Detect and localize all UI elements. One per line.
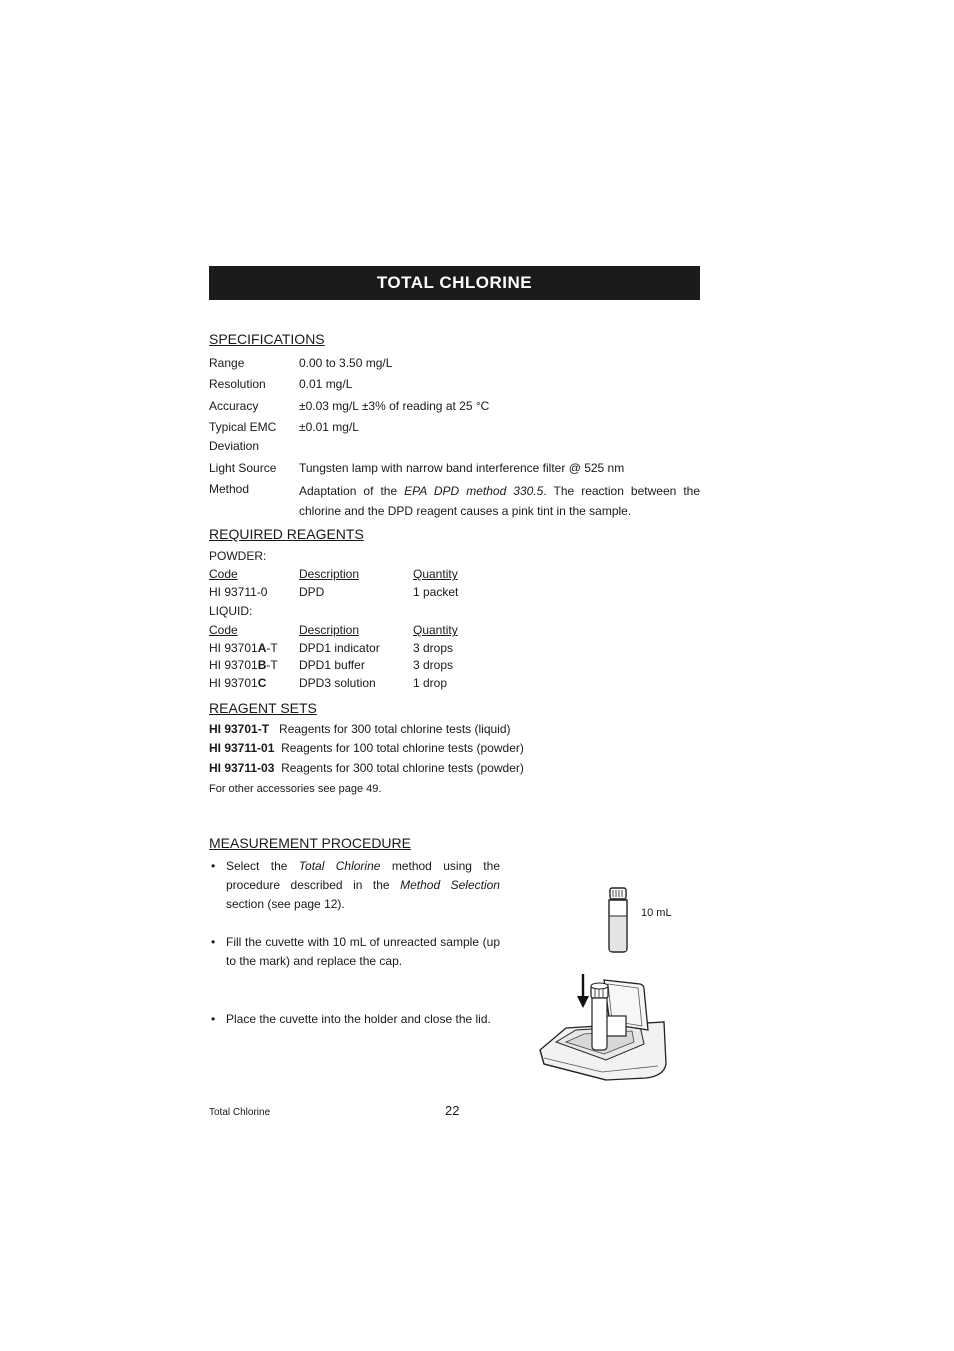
liquid-row-quantity: 3 drops — [413, 658, 454, 672]
powder-col-description: Description — [299, 567, 360, 581]
spec-emc-label: Typical EMC — [209, 420, 277, 434]
cuvette-illustration — [600, 886, 636, 954]
reagent-sets-heading: REAGENT SETS — [209, 700, 317, 716]
meter-illustration — [536, 968, 670, 1084]
spec-method-value: Adaptation of the EPA DPD method 330.5. The reaction between the chlorine and the DPD reagent causes a pink tint in the sample. — [299, 484, 701, 518]
page-number: 22 — [445, 1103, 460, 1118]
liquid-row-code: HI 93701C — [209, 676, 267, 690]
reagent-set-row: HI 93711-03 Reagents for 300 total chlorine tests (powder) — [209, 761, 524, 775]
spec-method-label: Method — [209, 482, 250, 496]
liquid-row-description: DPD3 solution — [299, 676, 376, 690]
reagent-set-row: HI 93711-01 Reagents for 100 total chlorine tests (powder) — [209, 741, 524, 755]
page-title: TOTAL CHLORINE — [209, 266, 700, 300]
liquid-row-code: HI 93701B-T — [209, 658, 278, 672]
bullet: • — [211, 1012, 216, 1026]
procedure-step-2: Fill the cuvette with 10 mL of unreacted sample (up to the mark) and replace the cap. — [226, 935, 500, 968]
required-reagents-heading: REQUIRED REAGENTS — [209, 526, 364, 542]
spec-accuracy-value: ±0.03 mg/L ±3% of reading at 25 °C — [299, 399, 490, 413]
powder-col-quantity: Quantity — [413, 567, 458, 581]
measurement-procedure-heading: MEASUREMENT PROCEDURE — [209, 835, 411, 851]
specifications-heading: SPECIFICATIONS — [209, 331, 325, 347]
liquid-row-quantity: 1 drop — [413, 676, 448, 690]
spec-emc-label-2: Deviation — [209, 439, 260, 453]
powder-col-code: Code — [209, 567, 238, 581]
spec-range-label: Range — [209, 356, 245, 370]
liquid-row-code: HI 93701A-T — [209, 641, 278, 655]
reagent-set-row: HI 93701-T Reagents for 300 total chlorine tests (liquid) — [209, 722, 511, 736]
spec-resolution-label: Resolution — [209, 377, 266, 391]
procedure-step-3: Place the cuvette into the holder and close the lid. — [226, 1012, 491, 1026]
powder-row-code: HI 93711-0 — [209, 585, 268, 599]
spec-accuracy-label: Accuracy — [209, 399, 259, 413]
liquid-row-description: DPD1 indicator — [299, 641, 380, 655]
powder-label: POWDER: — [209, 549, 267, 563]
spec-emc-value: ±0.01 mg/L — [299, 420, 359, 434]
spec-light-label: Light Source — [209, 461, 277, 475]
spec-resolution-value: 0.01 mg/L — [299, 377, 353, 391]
powder-row-description: DPD — [299, 585, 325, 599]
accessories-note: For other accessories see page 49. — [209, 783, 382, 795]
vial-volume-label: 10 mL — [641, 907, 672, 919]
bullet: • — [211, 859, 216, 873]
liquid-col-code: Code — [209, 623, 238, 637]
bullet: • — [211, 935, 216, 949]
spec-light-value: Tungsten lamp with narrow band interference filter @ 525 nm — [299, 461, 625, 475]
procedure-step-1: Select the Total Chlorine method using the procedure described in the Method Selection section (see page 12). — [226, 859, 500, 911]
liquid-col-description: Description — [299, 623, 360, 637]
liquid-row-quantity: 3 drops — [413, 641, 454, 655]
liquid-row-description: DPD1 buffer — [299, 658, 365, 672]
spec-range-value: 0.00 to 3.50 mg/L — [299, 356, 393, 370]
powder-row-quantity: 1 packet — [413, 585, 459, 599]
liquid-col-quantity: Quantity — [413, 623, 458, 637]
liquid-label: LIQUID: — [209, 604, 253, 618]
footer-section-name: Total Chlorine — [209, 1107, 271, 1118]
